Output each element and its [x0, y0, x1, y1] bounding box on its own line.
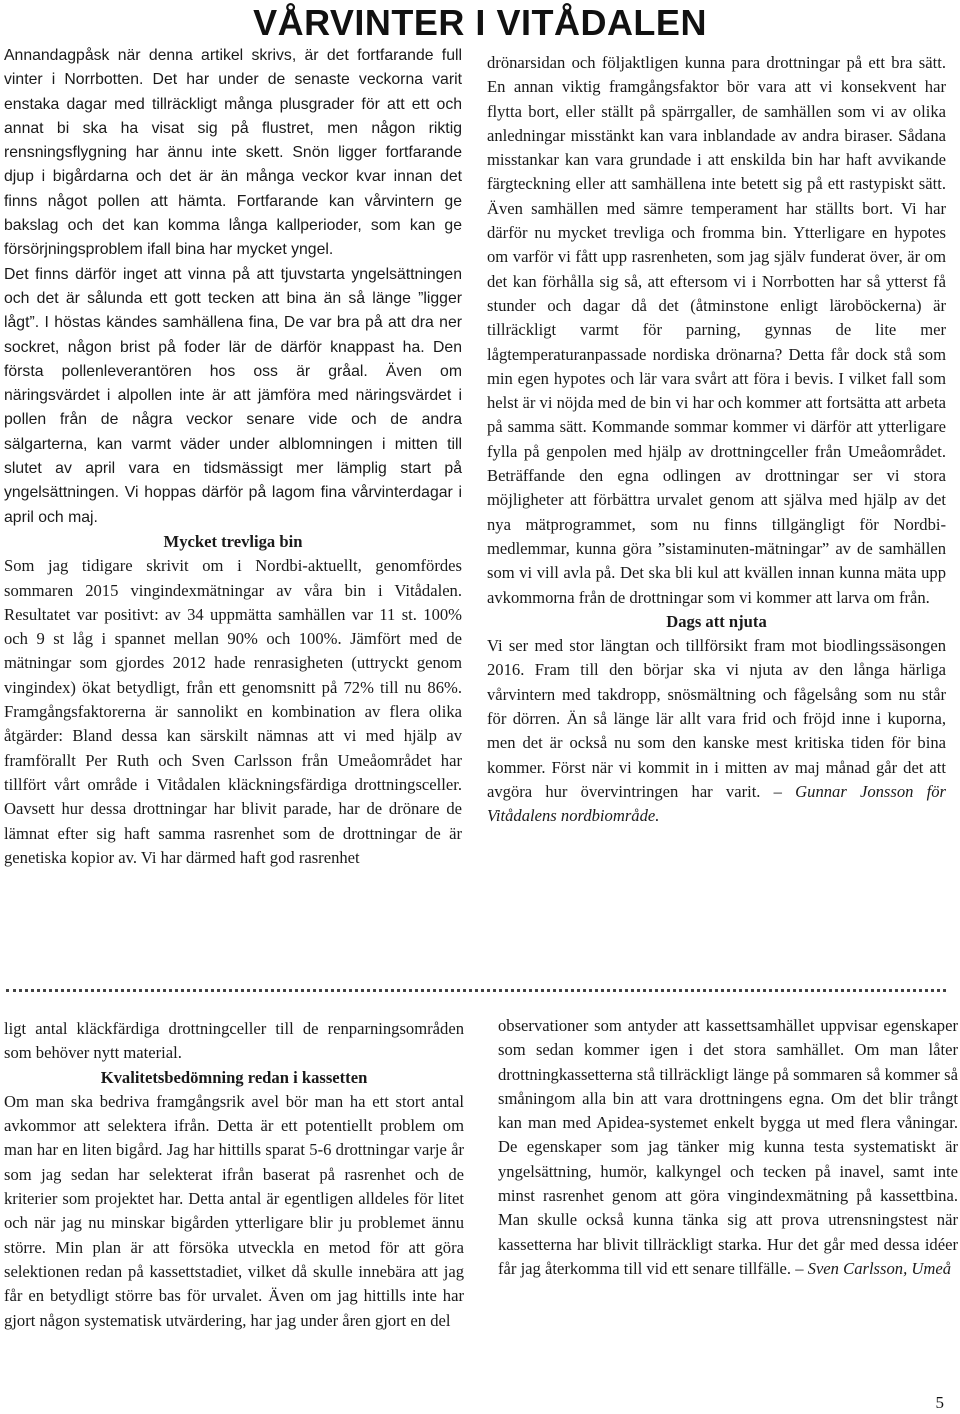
article-title: VÅRVINTER I VITÅDALEN [253, 2, 707, 43]
body-paragraph [498, 1014, 958, 1281]
body-paragraph [487, 634, 946, 828]
section-divider [6, 989, 946, 992]
body-text: Vi ser med stor längtan och tillförsikt fram mot biodlingssäsongen 2016. Fram till den börjar ska vi njuta av den långa härliga vårvintern med takdropp, snösmältning och fågelsång som nu står för dörren. Än så länge lär allt vara frid och fröjd inne i kuporna, men det är också nu som den kanske mest kritiska tiden för bina kommer. Först när vi kommit in i mitten av maj månad går det att avgöra hur övervintringen har varit. [487, 636, 946, 801]
continuation-column-left [4, 1017, 464, 1333]
author-signature: – Sven Carlsson, Umeå [795, 1258, 951, 1278]
body-paragraph: Om man ska bedriva framgångsrik avel bör man ha ett stort antal avkommor att selektera ifrån. Detta är ett potentiellt problem om man har en liten bigård. Jag har hittills sparat 5-6 drottningar varje år som jag sedan har selekterat ifrån baserat på rasrenhet och de kriterier som projektet har. Detta antal är egentligen alldeles för litet och när jag nu minskar bigården ytterligare blir ju problemet ännu större. Min plan är att försöka utveckla en metod för att göra selektionen redan på kassettstadiet, vilket då skulle innebära att jag får en betydligt större bas för urvalet. Även om jag hittills inte har gjort någon systematisk utvärdering, har jag under åren gjort en del [4, 1091, 464, 1330]
body-paragraph: Annandagpåsk när denna artikel skrivs, är det fortfarande full vinter i Norrbotten. Det har under de senaste veckorna varit enstaka dagar med tillräckligt många plusgrader för att ett och annat bi ska ha visat sig på flustret, men någon riktig rensningsflygning har ännu inte skett. Snön ligger fortfarande djup i bigårdarna och det är än många veckor kvar innan det finns något pollen att hämta. Fortfarande kan vårvintern ge bakslag och det kan komma långa kallperioder, som kan ge försörjningsproblem ifall bina har mycket yngel. [4, 47, 462, 259]
body-text: observationer som antyder att kassettsamhället uppvisar egenskaper som sedan kommer igen i det stora samhället. Om man låter drottningkassetterna stå tillräckligt länge på sommaren så kommer så småningom alla bin att vara drottningens egna. Om det blir trångt kan man med Apidea-systemet enkelt bygga ut med flera våningar. De egenskaper som jag tänker mig kunna testa systematiskt är yngelsättning, humör, kalkyngel och tecken på inavel, samt inte minst rasrenhet genom att göra vingindexmätning på kassettbina. Man skulle också kunna tänka sig att prova utrensningstest när kassetterna har blivit tillräckligt starka. Hur det går med dessa idéer får jag återkomma till vid ett senare tillfälle. [498, 1016, 958, 1278]
page-number: 5 [935, 1393, 944, 1412]
continuation-column-right [498, 1014, 958, 1281]
body-paragraph: drönarsidan och följaktligen kunna para drottningar på ett bra sätt. En annan viktig framgångsfaktor bör vara att vi konsekvent har flytta bort, eller ställt på spärrgaller, de samhällen som vi av olika anledningar misstänkt kan vara inblandade av andra biraser. Sådana misstankar kan vara grundade i att enskilda bin har haft avvikande färgteckning eller att samhällena inte betett sig på ett rastypiskt sätt. Även samhällen med sämre temperament har ställts bort. Vi har därför nu mycket trevliga och fromma bin. Ytterligare en hypotes om varför vi fått upp rasrenheten, som jag själv funderat över, är om det kan förhålla sig så, att eftersom vi i Norrbotten har så ytterst få stunder och dagar då det (åtminstone enligt läroböckerna) är tillräckligt varmt för parning, gynnas de lite mer lågtemperaturanpassade nordiska drönarna? Detta får dock stå som min egen hypotes och lär vara svårt att föra i bevis. I vilket fall som helst är vi nöjda med de bin vi har och kommer att fortsätta att arbeta på samma sätt. Kommande sommar kommer vi därför att ytterligare fylla på genpolen med hjälp av drottningceller från Umeåområdet. Beträffande den egna odlingen av drottningar ser vi stora möjligheter att förbättra urvalet genom att själva med hjälp av det nya mätprogrammet, som nu finns tillgängligt för Nordbi-medlemmar, kunna göra ”sistaminuten-mätningar” av de samhällen som vi vill avla på. Det ska bli kul att kvällen innan kunna mäta upp avkommorna från de drottningar som vi kommer att larva om från. [487, 53, 946, 607]
body-paragraph: ligt antal kläckfärdiga drottningceller till de renparningsområden som behöver nytt material. [4, 1019, 464, 1063]
section-heading: Mycket trevliga bin [163, 531, 303, 551]
body-paragraph: Det finns därför inget att vinna på att tjuvstarta yngelsättningen och det är sålunda ett gott tecken att bina än så länge ”ligger lågt”. I höstas kändes samhällena fina, De var bra på att dra ner sockret, någon brist på foder lär de därför knappast ha. Den första pollenleverantören hos oss är gråal. Även om näringsvärdet i alpollen inte är att jämföra med näringsvärdet i pollen från de några veckor senare vide och de andra sälgarterna, kan varmt väder under alblomningen i mitten till slutet av april vara en tidsmässigt mer lämplig start på yngelsättningen. Vi hoppas därför på lagom fina vårvinterdagar i april och maj. [4, 265, 462, 526]
article-column-right [487, 51, 946, 829]
section-heading: Kvalitetsbedömning redan i kassetten [100, 1067, 368, 1087]
body-paragraph: Som jag tidigare skrivit om i Nordbi-aktuellt, genomfördes sommaren 2015 vingindexmätningar av våra bin i Vitådalen. Resultatet var positivt: av 34 uppmätta samhällen var 11 st. 100% och 9 st låg i spannet mellan 90% och 100%. Jämfört med de mätningar som gjordes 2012 hade renrasigheten (uttryckt genom vingindex) ökat betydligt, från ett genomsnitt på 72% till nu 86%. Framgångsfaktorerna är sannolikt en kombination av flera olika åtgärder: Bland dessa kan särskilt nämnas att vi med hjälp av framförallt Per Ruth och Sven Carlsson från Umeåområdet har tillfört vårt område i Vitådalen kläckningsfärdiga drottningsceller. Oavsett hur dessa drottningar har blivit parade, har de drönare de lämnat efter sig haft samma rasrenhet som de drottningar de är genetiska kopior av. Vi har därmed haft god rasrenhet [4, 556, 462, 867]
author-signature: – Gunnar Jonsson för Vitådalens nordbiområde. [487, 781, 946, 826]
section-heading: Dags att njuta [666, 611, 767, 631]
article-column-left [4, 44, 462, 870]
